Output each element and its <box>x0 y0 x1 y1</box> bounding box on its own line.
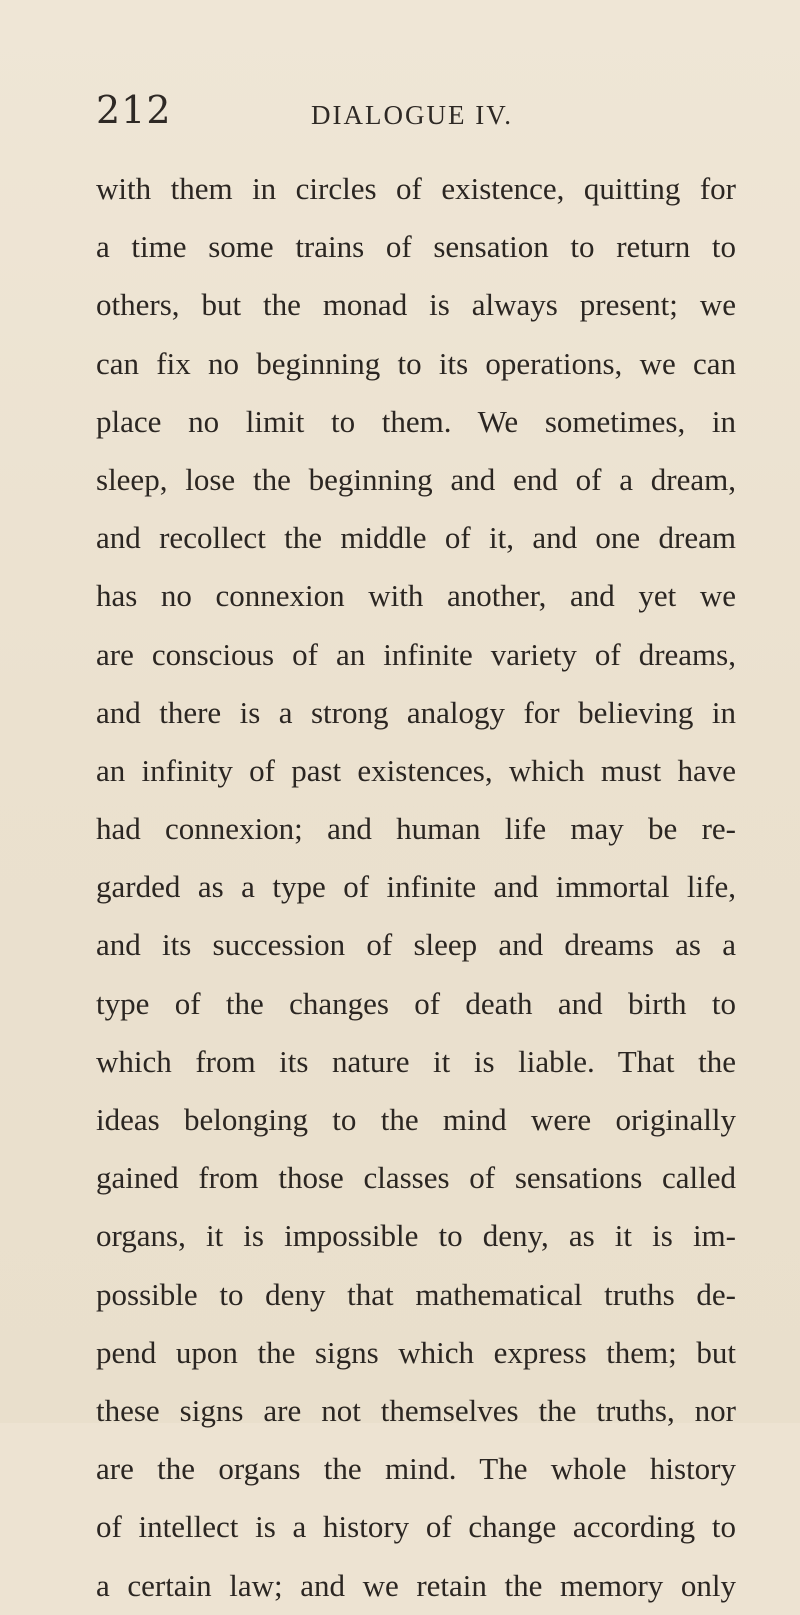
text-line: are the organs the mind. The whole history <box>96 1451 736 1487</box>
text-line: type of the changes of death and birth to <box>96 985 736 1021</box>
text-line: an infinity of past existences, which must have <box>96 752 736 788</box>
text-line: can fix no beginning to its operations, we can <box>96 345 736 381</box>
page-number: 212 <box>96 88 172 132</box>
running-title: DIALOGUE IV. <box>311 100 513 130</box>
text-line: has no connexion with another, and yet we <box>96 578 736 614</box>
text-line: had connexion; and human life may be re- <box>96 811 736 847</box>
body-text <box>96 160 736 1615</box>
text-line: others, but the monad is always present; we <box>96 287 736 323</box>
text-line: pend upon the signs which express them; but <box>96 1334 736 1370</box>
text-line: and recollect the middle of it, and one dream <box>96 520 736 556</box>
text-line: and its succession of sleep and dreams as a <box>96 927 736 963</box>
text-line: a certain law; and we retain the memory only <box>96 1567 736 1603</box>
text-line: are conscious of an infinite variety of dreams, <box>96 636 736 672</box>
text-line: ideas belonging to the mind were originally <box>96 1102 736 1137</box>
text-line: with them in circles of existence, quitting for <box>96 171 736 206</box>
text-line: which from its nature it is liable. That the <box>96 1043 736 1079</box>
text-line: garded as a type of infinite and immortal life, <box>96 869 736 905</box>
text-line: gained from those classes of sensations called <box>96 1160 736 1196</box>
text-line: place no limit to them. We sometimes, in <box>96 403 736 439</box>
text-line: of intellect is a history of change according to <box>96 1509 736 1545</box>
text-line: a time some trains of sensation to return to <box>96 229 736 265</box>
text-line: possible to deny that mathematical truths de- <box>96 1276 736 1312</box>
text-line: sleep, lose the beginning and end of a dream, <box>96 461 736 497</box>
text-line: and there is a strong analogy for believing in <box>96 694 736 730</box>
text-line: these signs are not themselves the truths, nor <box>96 1392 736 1428</box>
text-line: organs, it is impossible to deny, as it is im- <box>96 1218 736 1254</box>
running-head <box>96 88 736 138</box>
